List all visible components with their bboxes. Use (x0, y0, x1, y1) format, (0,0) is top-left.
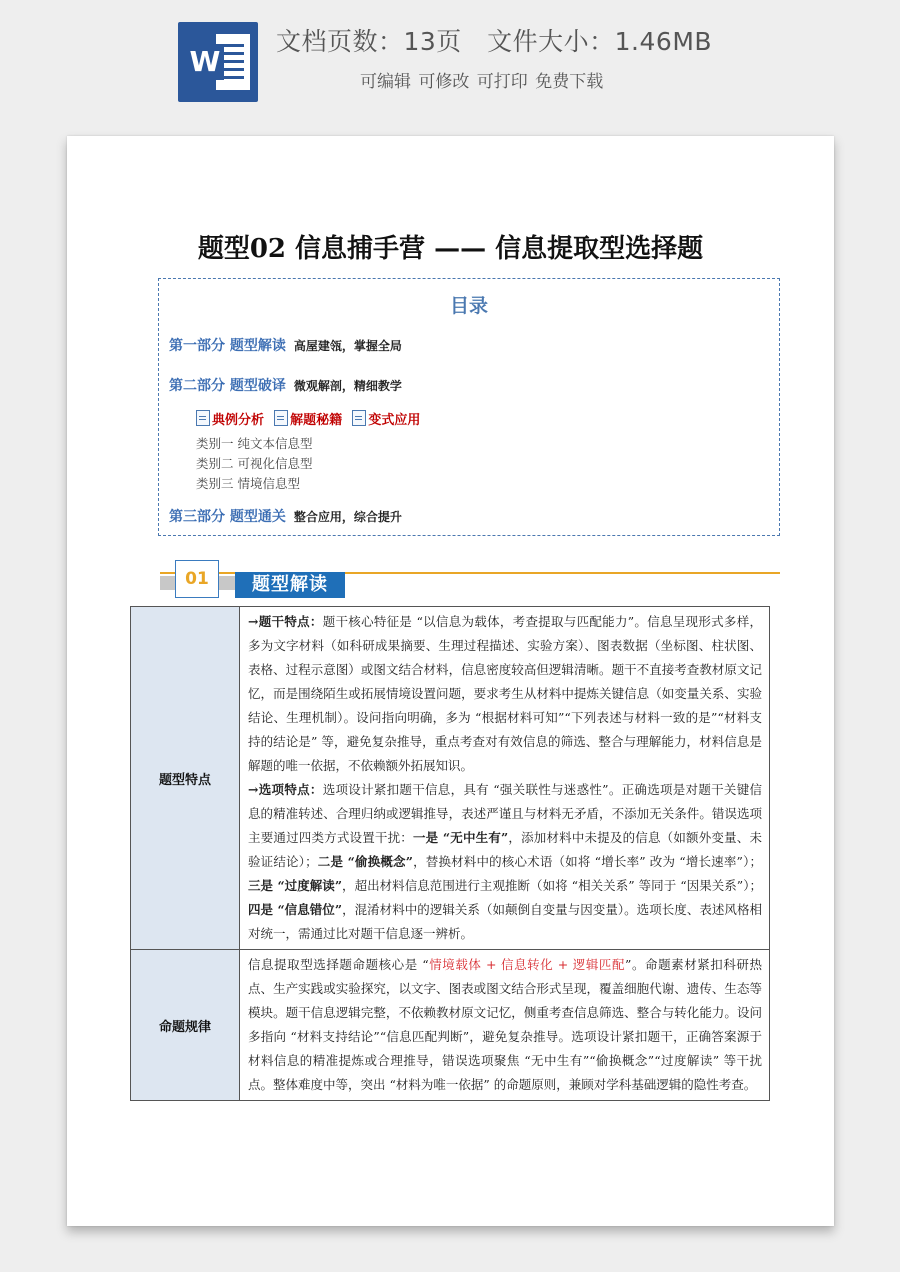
stem-features-paragraph (248, 610, 762, 778)
row-header-features: 题型特点 (131, 607, 240, 950)
paragraph-text: ，混淆材料中的逻辑关系（如颠倒自变量与因变量）。选项长度、表述风格相对统一，需通过比对题干信息逐一辨析。 (248, 902, 762, 941)
toc-part-desc: 高屋建瓴，掌握全局 (293, 339, 402, 353)
toc-part-label: 第二部分 题型破译 (169, 378, 286, 394)
page-title: 题型02 信息捕手营 —— 信息提取型选择题 (197, 234, 704, 264)
analysis-table (130, 606, 770, 1101)
paragraph-text: ”。命题素材紧扣科研热点、生产实践或实验探究，以文字、图表或图文结合形式呈现，覆盖细胞代谢、遗传、生态等模块。题干信息逻辑完整，不依赖教材原文记忆，侧重考查信息筛选、整合与转化能力。设问多指向 “材料支持结论”“信息匹配判断”，避免复杂推导。选项设计紧扣题干，正确答案源于材料信息的精准提炼或合理推导，错误选项聚焦 “无中生有”“偷换概念”“过度解读” 等干扰点。整体难度中等，突出 “材料为唯一依据” 的命题原则，兼顾对学科基础逻辑的隐性考查。 (248, 957, 762, 1092)
paragraph-text: ，添加材料中未提及的信息（如额外变量、未验证结论）； (248, 830, 762, 869)
toc-part-label: 第一部分 题型解读 (169, 338, 286, 354)
toc-heading: 目录 (449, 295, 488, 317)
toc-tag-label: 解题秘籍 (290, 413, 343, 428)
row-content-features (240, 607, 770, 950)
keyword: 一是 “无中生有” (412, 830, 509, 845)
row-header-patterns: 命题规律 (131, 950, 240, 1101)
toc-tag (274, 413, 342, 428)
paragraph-lead: →题干特点： (248, 614, 323, 629)
toc-tag (352, 413, 420, 428)
toc-part-label: 第三部分 题型通关 (169, 509, 286, 525)
toc-category: 类别三 情境信息型 (196, 476, 300, 491)
document-edit-icon (352, 410, 366, 426)
document-edit-icon (274, 410, 288, 426)
paragraph-text: 信息提取型选择题命题核心是 “ (248, 957, 429, 972)
toc-part-desc: 微观解剖，精细教学 (293, 379, 402, 393)
paragraph-text: 题干核心特征是 “以信息为载体，考查提取与匹配能力”。信息呈现形式多样，多为文字材料（如科研成果摘要、生理过程描述、实验方案）、图表数据（坐标图、柱状图、表格、过程示意图）或图文结合材料，信息密度较高但逻辑清晰。题干不直接考查教材原文记忆，而是围绕陌生或拓展情境设置问题，要求考生从材料中提炼关键信息（如变量关系、实验结论、生理机制）。设问指向明确，多为 “根据材料可知”“下列表述与材料一致的是”“材料支持的结论是” 等，避免复杂推导，重点考查对有效信息的筛选、整合与理解能力，材料信息是解题的唯一依据，不依赖额外拓展知识。 (248, 614, 762, 773)
toc-tag-label: 变式应用 (368, 413, 421, 428)
paragraph-text: 选项设计紧扣题干信息，具有 “强关联性与迷惑性”。正确选项是对题干关键信息的精准转述、合理归纳或逻辑推导，表述严谨且与材料无矛盾，不添加无关条件。错误选项主要通过四类方式设置干扰： (248, 782, 762, 845)
toc-tag-label: 典例分析 (212, 413, 265, 428)
toc-part-3 (169, 506, 402, 526)
document-permissions: 可编辑 可修改 可打印 免费下载 (360, 72, 604, 92)
paragraph-lead: →选项特点： (248, 782, 323, 797)
section-title: 题型解读 (235, 572, 345, 598)
table-of-contents (158, 278, 780, 536)
row-content-patterns (240, 950, 770, 1101)
toc-part-1 (169, 335, 402, 355)
keyword: 二是 “偷换概念” (317, 854, 413, 869)
keyword: 三是 “过度解读” (248, 878, 343, 893)
toc-tags (196, 409, 426, 428)
toc-category: 类别二 可视化信息型 (196, 456, 313, 471)
section-number: 01 (175, 560, 219, 598)
document-page (67, 136, 834, 1226)
toc-part-2 (169, 375, 402, 395)
highlight-text: 情境载体 + 信息转化 + 逻辑匹配 (428, 957, 626, 972)
toc-tag (196, 413, 264, 428)
keyword: 四是 “信息错位” (248, 902, 343, 917)
download-banner (0, 0, 900, 125)
toc-category: 类别一 纯文本信息型 (196, 436, 313, 451)
word-document-icon (178, 22, 258, 102)
paragraph-text: ，替换材料中的核心术语（如将 “增长率” 改为 “增长速率”）； (412, 854, 763, 869)
word-icon-letter: W (186, 44, 224, 80)
toc-part-desc: 整合应用，综合提升 (293, 510, 402, 524)
document-stats: 文档页数：13页 文件大小：1.46MB (276, 27, 713, 56)
paragraph-text: ，超出材料信息范围进行主观推断（如将 “相关关系” 等同于 “因果关系”）； (342, 878, 763, 893)
option-features-paragraph (248, 778, 762, 946)
table-row (131, 950, 770, 1101)
table-row (131, 607, 770, 950)
document-edit-icon (196, 410, 210, 426)
